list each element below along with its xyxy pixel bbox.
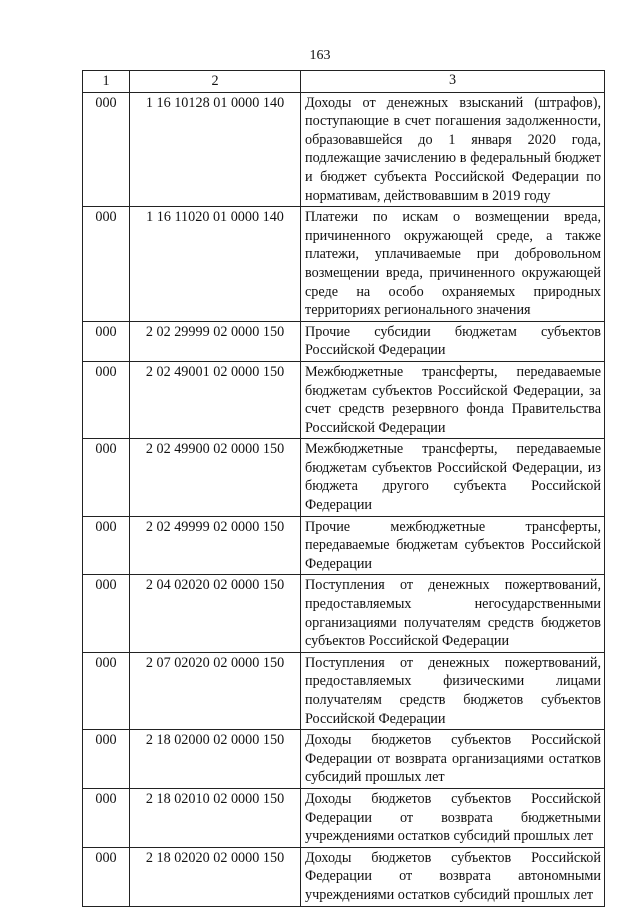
revenue-name-cell: Поступления от денежных пожертвований, предоставляемых физическими лицами получателям средств бюджетов субъектов Российской Федерации (301, 652, 605, 729)
budget-code-cell: 2 18 02000 02 0000 150 (130, 730, 301, 789)
revenue-name-cell: Межбюджетные трансферты, передаваемые бюджетам субъектов Российской Федерации, за счет средств резервного фонда Правительства Российской Федерации (301, 361, 605, 438)
column-header-1: 1 (83, 71, 130, 93)
admin-code-cell: 000 (83, 92, 130, 207)
table-header (83, 71, 605, 93)
table-row (83, 92, 605, 207)
budget-code-cell: 2 02 29999 02 0000 150 (130, 321, 301, 361)
budget-code-cell: 2 02 49900 02 0000 150 (130, 439, 301, 516)
admin-code-cell: 000 (83, 575, 130, 652)
table-row (83, 788, 605, 847)
table-row (83, 439, 605, 516)
budget-code-cell: 2 02 49001 02 0000 150 (130, 361, 301, 438)
table-row (83, 730, 605, 789)
revenue-name-cell: Доходы бюджетов субъектов Российской Федерации от возврата автономными учреждениями остатков субсидий прошлых лет (301, 847, 605, 906)
revenue-name-cell: Прочие межбюджетные трансферты, передаваемые бюджетам субъектов Российской Федерации (301, 516, 605, 575)
revenue-name-cell: Межбюджетные трансферты, передаваемые бюджетам субъектов Российской Федерации, из бюджета другого субъекта Российской Федерации (301, 439, 605, 516)
table-row (83, 207, 605, 322)
revenue-name-cell: Доходы от денежных взысканий (штрафов), поступающие в счет погашения задолженности, образовавшейся до 1 января 2020 года, подлежащие зачислению в федеральный бюджет и бюджет субъекта Российской Федерации по нормативам, действовавшим в 2019 году (301, 92, 605, 207)
revenue-name-cell: Поступления от денежных пожертвований, предоставляемых негосударственными организациями получателям средств бюджетов субъектов Российской Федерации (301, 575, 605, 652)
budget-code-cell: 2 04 02020 02 0000 150 (130, 575, 301, 652)
admin-code-cell: 000 (83, 207, 130, 322)
revenue-name-cell: Доходы бюджетов субъектов Российской Федерации от возврата бюджетными учреждениями остатков субсидий прошлых лет (301, 788, 605, 847)
admin-code-cell: 000 (83, 847, 130, 906)
revenue-name-cell: Доходы бюджетов субъектов Российской Федерации от возврата организациями остатков субсидий прошлых лет (301, 730, 605, 789)
admin-code-cell: 000 (83, 788, 130, 847)
table-body (83, 92, 605, 906)
admin-code-cell: 000 (83, 516, 130, 575)
budget-code-cell: 2 18 02010 02 0000 150 (130, 788, 301, 847)
admin-code-cell: 000 (83, 361, 130, 438)
revenue-name-cell: Платежи по искам о возмещении вреда, причиненного окружающей среде, а также платежи, уплачиваемые при добровольном возмещении вреда, причиненного окружающей среде на особо охраняемых природных территориях регионального значения (301, 207, 605, 322)
admin-code-cell: 000 (83, 439, 130, 516)
admin-code-cell: 000 (83, 652, 130, 729)
page-number: 163 (309, 48, 331, 63)
table-row (83, 516, 605, 575)
table-row (83, 361, 605, 438)
table-row (83, 321, 605, 361)
table-row (83, 575, 605, 652)
admin-code-cell: 000 (83, 321, 130, 361)
table-row (83, 652, 605, 729)
budget-code-cell: 2 07 02020 02 0000 150 (130, 652, 301, 729)
budget-code-cell: 1 16 11020 01 0000 140 (130, 207, 301, 322)
table-header-row (83, 71, 605, 93)
budget-code-cell: 2 18 02020 02 0000 150 (130, 847, 301, 906)
budget-code-cell: 2 02 49999 02 0000 150 (130, 516, 301, 575)
budget-code-cell: 1 16 10128 01 0000 140 (130, 92, 301, 207)
revenue-name-cell: Прочие субсидии бюджетам субъектов Российской Федерации (301, 321, 605, 361)
column-header-3: 3 (301, 71, 605, 93)
admin-code-cell: 000 (83, 730, 130, 789)
column-header-2: 2 (130, 71, 301, 93)
revenue-codes-table (82, 70, 605, 907)
table-row (83, 847, 605, 906)
